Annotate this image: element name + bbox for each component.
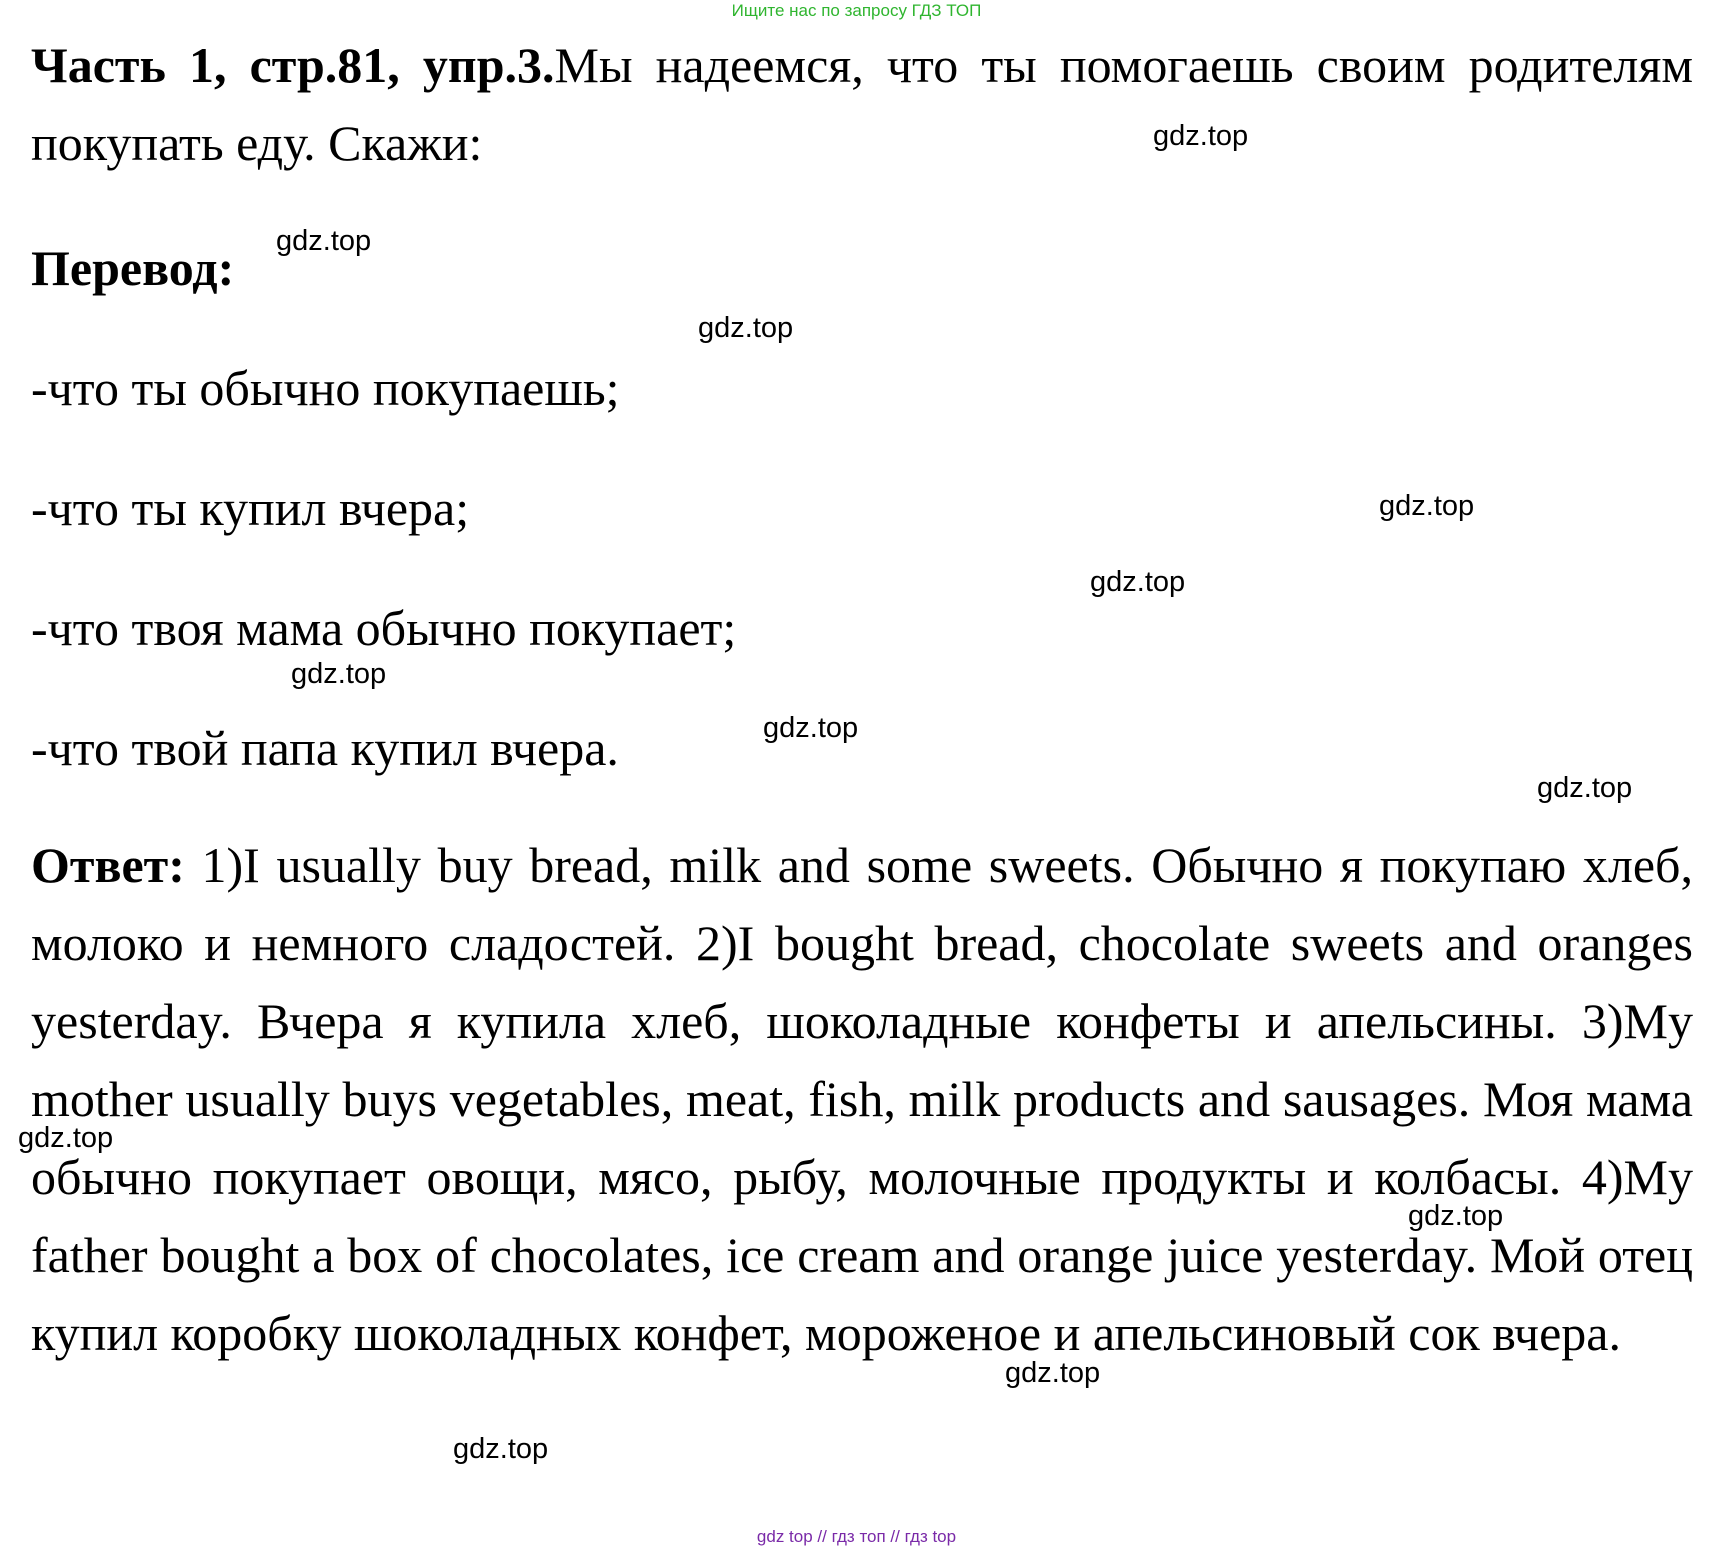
watermark: gdz.top (1005, 1357, 1101, 1389)
translation-item-4: -что твой папа купил вчера. (31, 720, 619, 776)
translation-item-2: -что ты купил вчера; (31, 480, 470, 536)
top-banner: Ищите нас по запросу ГДЗ ТОП (731, 1, 982, 20)
watermark: gdz.top (1379, 490, 1475, 522)
task-label: Часть 1, стр.81, упр.3. (31, 37, 555, 93)
watermark: gdz.top (291, 658, 387, 690)
watermark: gdz.top (1090, 566, 1186, 598)
watermark: gdz.top (1153, 120, 1249, 152)
watermark: gdz.top (763, 712, 859, 744)
task-text: Мы надеемся, что ты помогаешь своим родителям покупать еду. Скажи: (31, 37, 1693, 171)
translation-label: Перевод: (31, 240, 235, 296)
translation-item-3: -что твоя мама обычно покупает; (31, 600, 737, 656)
watermark: gdz.top (698, 312, 794, 344)
answer-label: Ответ: (31, 837, 185, 893)
watermark: gdz.top (1537, 772, 1633, 804)
bottom-banner: gdz top // гдз топ // гдз top (756, 1527, 957, 1546)
watermark: gdz.top (1408, 1200, 1504, 1232)
translation-item-1: -что ты обычно покупаешь; (31, 360, 620, 416)
answer-text: 1)I usually buy bread, milk and some sweets. Обычно я покупаю хлеб, молоко и немного сладостей. 2)I bought bread, chocolate sweets and oranges yesterday. Вчера я купила хлеб, шоколадные конфеты и апельсины. 3)My mother usually buys vegetables, meat, fish, milk products and sausages. Моя мама обычно покупает овощи, мясо, рыбу, молочные продукты и колбасы. 4)My father bought a box of chocolates, ice cream and orange juice yesterday. Мой отец купил коробку шоколадных конфет, мороженое и апельсиновый сок вчера. (31, 837, 1693, 1361)
watermark: gdz.top (276, 225, 372, 257)
answer-paragraph (31, 826, 1693, 1372)
task-paragraph (31, 26, 1693, 182)
watermark: gdz.top (18, 1122, 114, 1154)
watermark: gdz.top (453, 1433, 549, 1465)
